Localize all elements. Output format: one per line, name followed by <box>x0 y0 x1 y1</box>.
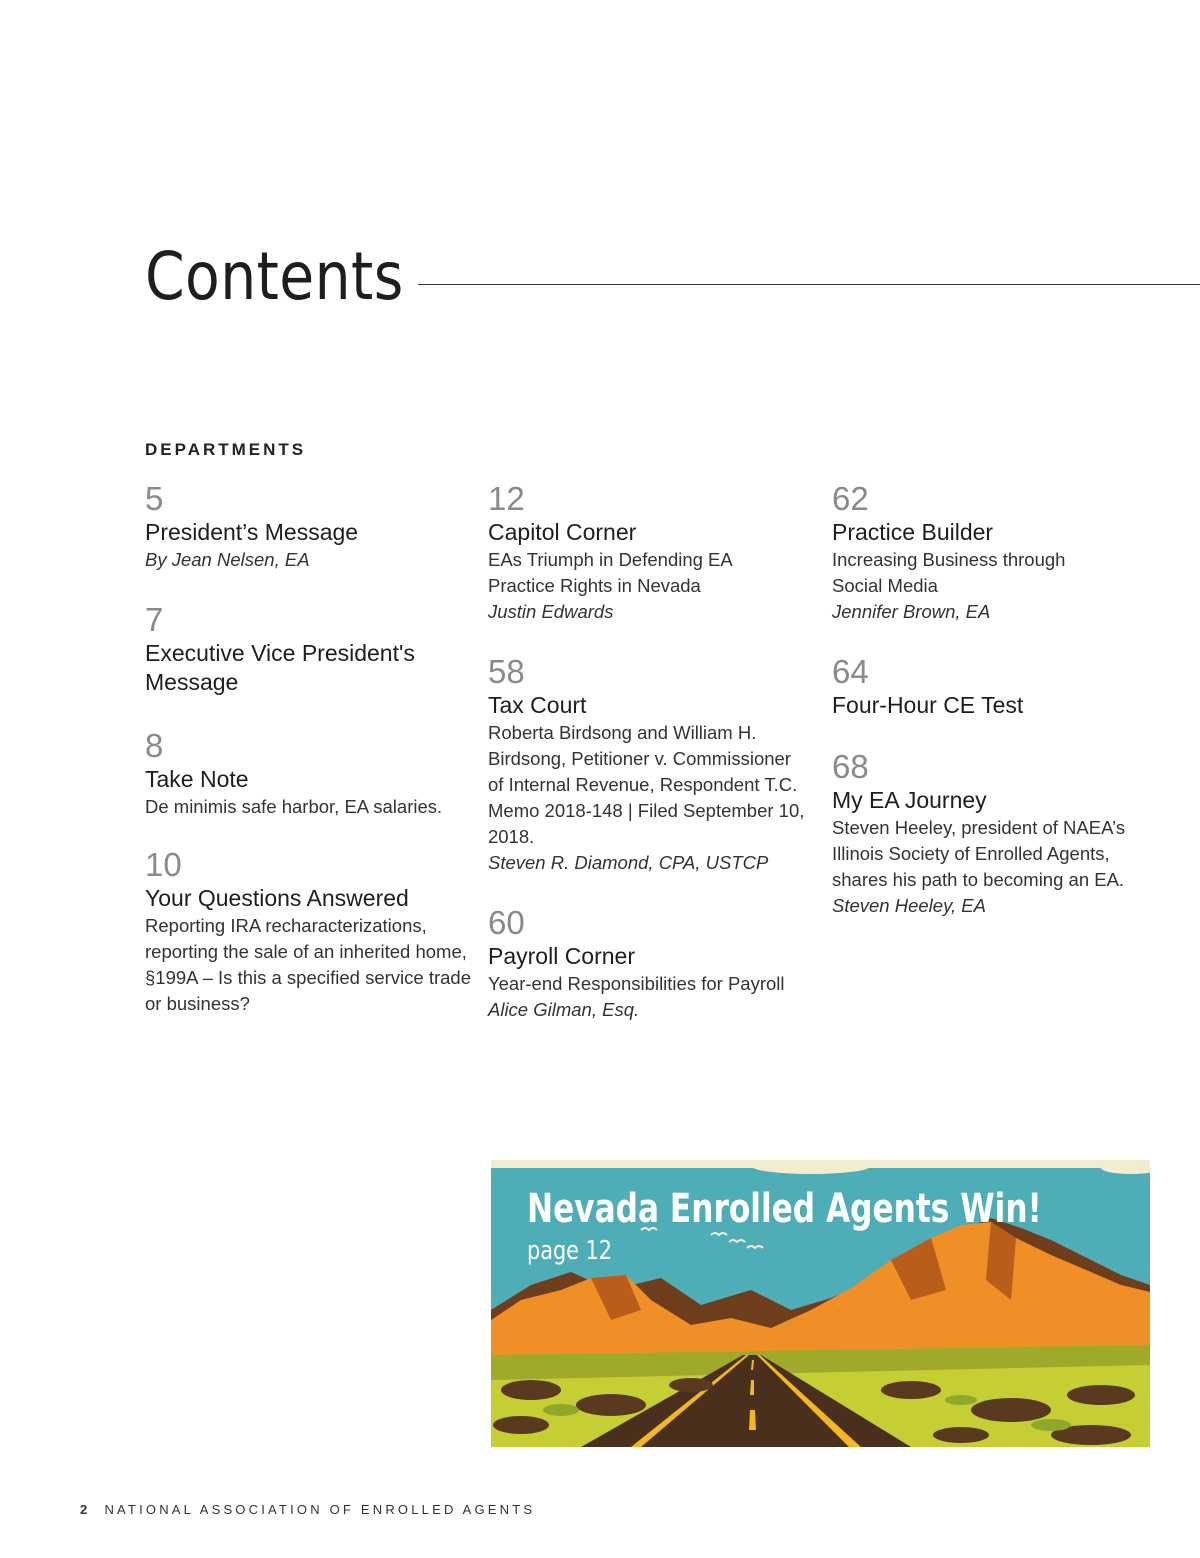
page-number: 62 <box>832 480 869 517</box>
entry-description: Increasing Business through Social Media <box>832 549 1066 596</box>
toc-entry[interactable] <box>488 904 818 1023</box>
toc-entry[interactable] <box>145 601 475 697</box>
entry-author: Justin Edwards <box>488 601 614 622</box>
entry-description: De minimis safe harbor, EA salaries. <box>145 796 443 817</box>
entry-title: Your Questions Answered <box>145 885 409 911</box>
nevada-banner[interactable] <box>491 1160 1150 1447</box>
entry-author: By Jean Nelsen, EA <box>145 549 310 570</box>
entry-description: EAs Triumph in Defending EA Practice Rights in Nevada <box>488 549 732 596</box>
page-number: 64 <box>832 653 869 690</box>
entry-title: Executive Vice President's Message <box>145 640 415 695</box>
toc-entry[interactable] <box>832 480 1172 625</box>
entry-title: Four-Hour CE Test <box>832 692 1024 718</box>
title-rule <box>418 284 1200 285</box>
page-number: 68 <box>832 748 869 785</box>
entry-title: My EA Journey <box>832 787 987 813</box>
contents-column-2 <box>488 480 818 1023</box>
toc-entry[interactable] <box>145 846 475 1017</box>
entry-author: Jennifer Brown, EA <box>832 601 991 622</box>
toc-entry[interactable] <box>488 653 818 876</box>
toc-entry[interactable] <box>832 748 1172 919</box>
banner-headline: Nevada Enrolled Agents Win! <box>527 1186 1042 1232</box>
page-number: 12 <box>488 480 525 517</box>
page-footer <box>80 1502 535 1517</box>
entry-author: Alice Gilman, Esq. <box>488 999 640 1020</box>
entry-description: Steven Heeley, president of NAEA’s Illinois Society of Enrolled Agents, shares his path to becoming an EA. <box>832 817 1126 890</box>
page-number: 58 <box>488 653 525 690</box>
publication-name: NATIONAL ASSOCIATION OF ENROLLED AGENTS <box>104 1502 536 1517</box>
toc-entry[interactable] <box>488 480 818 625</box>
entry-title: Tax Court <box>488 692 587 718</box>
entry-description: Year-end Responsibilities for Payroll <box>488 973 785 994</box>
entry-author: Steven R. Diamond, CPA, USTCP <box>488 852 769 873</box>
page-number: 60 <box>488 904 525 941</box>
entry-title: Practice Builder <box>832 519 994 545</box>
entry-description: Reporting IRA recharacterizations, reporting the sale of an inherited home, §199A – Is this a specified service trade or business? <box>145 915 471 1014</box>
page-number: 5 <box>145 480 164 517</box>
toc-entry[interactable] <box>832 653 1172 720</box>
entry-title: Payroll Corner <box>488 943 635 969</box>
toc-entry[interactable] <box>145 727 475 820</box>
page-title: Contents <box>145 238 404 315</box>
toc-entry[interactable] <box>145 480 475 573</box>
page-number: 8 <box>145 727 164 764</box>
entry-title: President’s Message <box>145 519 359 545</box>
contents-column-1 <box>145 480 475 1017</box>
entry-author: Steven Heeley, EA <box>832 895 986 916</box>
entry-description: Roberta Birdsong and William H. Birdsong, Petitioner v. Commissioner of Internal Revenue, Respondent T.C. Memo 2018-148 | Filed September 10, 2018. <box>488 722 805 847</box>
page-number: 10 <box>145 846 182 883</box>
entry-title: Take Note <box>145 766 249 792</box>
section-label: DEPARTMENTS <box>145 440 307 459</box>
contents-column-3 <box>832 480 1172 919</box>
banner-page-reference: page 12 <box>527 1236 613 1266</box>
page-number: 7 <box>145 601 164 638</box>
folio-number: 2 <box>80 1502 91 1517</box>
entry-title: Capitol Corner <box>488 519 637 545</box>
